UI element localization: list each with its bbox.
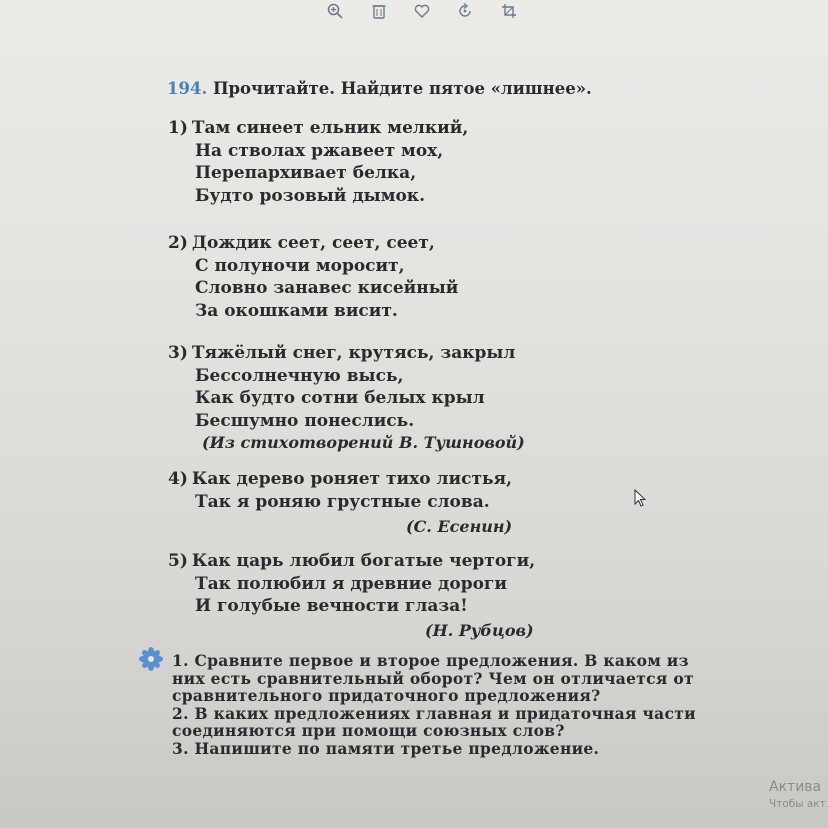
- watermark-line1: Актива: [769, 779, 822, 795]
- poem-3-attribution: (Из стихотворений В. Тушновой): [202, 433, 525, 452]
- poem-line: Будто розовый дымок.: [195, 185, 425, 206]
- question-line: 3. Напишите по памяти третье предложение.: [172, 738, 600, 758]
- question-line: 1. Сравните первое и второе предложения. В каком из: [172, 651, 689, 670]
- poem-line: Бессолнечную высь,: [195, 365, 404, 386]
- watermark-line2: Чтобы акт: [769, 798, 826, 810]
- poem-5: [168, 550, 535, 618]
- poem-index: 3): [168, 343, 188, 363]
- mouse-cursor-icon: [634, 489, 646, 507]
- poem-4-attribution: (С. Есенин): [406, 517, 513, 536]
- poem-line: Там синеет ельник мелкий,: [191, 118, 469, 138]
- poem-line: Так полюбил я древние дороги: [195, 573, 507, 594]
- exercise-instruction: Прочитайте. Найдите пятое «лишнее».: [212, 79, 592, 98]
- poem-line: За окошками висит.: [195, 300, 398, 321]
- poem-index: 4): [168, 469, 188, 489]
- poem-index: 1): [168, 118, 188, 138]
- poem-line: С полуночи моросит,: [195, 255, 405, 276]
- poem-line: Как царь любил богатые чертоги,: [191, 551, 536, 571]
- poem-line: Как дерево роняет тихо листья,: [191, 469, 512, 489]
- poem-line: Так я роняю грустные слова.: [195, 491, 490, 512]
- poem-1: [168, 117, 468, 207]
- exercise-number: 194.: [167, 79, 208, 98]
- question-line: 2. В каких предложениях главная и придаточная части: [172, 703, 696, 723]
- poem-line: Бесшумно понеслись.: [195, 410, 415, 431]
- poem-line: Дождик сеет, сеет, сеет,: [191, 233, 435, 253]
- poem-4: [168, 468, 512, 513]
- poem-index: 2): [168, 233, 188, 253]
- poem-5-attribution: (Н. Рубцов): [425, 621, 534, 640]
- question-line: сравнительного придаточного предложения?: [172, 686, 601, 705]
- poem-3: [168, 342, 515, 432]
- question-line: соединяются при помощи союзных слов?: [172, 721, 565, 740]
- poem-line: Словно занавес кисейный: [195, 278, 459, 298]
- poem-line: На стволах ржавеет мох,: [195, 140, 444, 161]
- questions-block: [172, 652, 696, 757]
- poem-index: 5): [168, 551, 188, 571]
- poem-line: И голубые вечности глаза!: [195, 596, 468, 616]
- poem-line: Тяжёлый снег, крутясь, закрыл: [191, 343, 516, 363]
- exercise-title: [167, 79, 592, 98]
- windows-activation-watermark: [769, 779, 826, 810]
- question-line: них есть сравнительный оборот? Чем он отличается от: [172, 668, 694, 688]
- flower-icon: [138, 646, 164, 672]
- poem-line: Перепархивает белка,: [195, 163, 417, 183]
- poem-line: Как будто сотни белых крыл: [195, 388, 485, 408]
- poem-2: [168, 232, 458, 322]
